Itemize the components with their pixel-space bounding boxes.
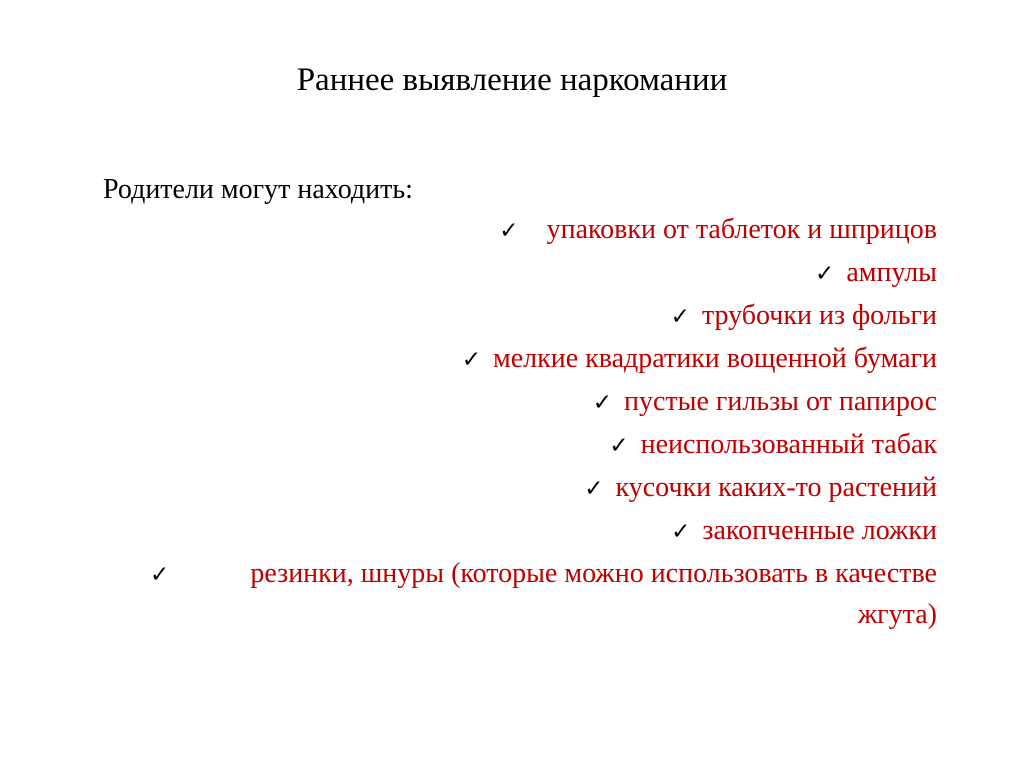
checkmark-icon: ✓ [609, 433, 629, 459]
checkmark-icon: ✓ [461, 347, 482, 373]
list-item-text: трубочки из фольги [701, 300, 937, 331]
checkmark-icon: ✓ [584, 476, 604, 502]
list-item [150, 467, 937, 510]
list-item-text: мелкие квадратики вощенной бумаги [493, 343, 937, 374]
list-item [150, 424, 937, 467]
list-item [150, 209, 937, 252]
list-item [150, 381, 937, 424]
list-item-text: упаковки от таблеток и шприцов [546, 214, 937, 245]
list-item-text: закопченные ложки [702, 515, 937, 546]
list-item [150, 338, 937, 381]
intro-text: Родители могут находить: [103, 174, 413, 205]
checkmark-icon: ✓ [671, 519, 691, 545]
slide-title: Раннее выявление наркомании [296, 62, 728, 98]
list-item-text: резинки, шнуры (которые можно использовать в качестве жгута) [250, 558, 937, 630]
list-item [150, 295, 937, 338]
list-item [150, 510, 937, 553]
checkmark-icon: ✓ [499, 218, 519, 244]
checkmark-icon: ✓ [150, 562, 170, 588]
list-item-text: ампулы [846, 257, 937, 288]
checkmark-icon: ✓ [592, 390, 613, 416]
findings-list [150, 209, 937, 635]
checkmark-icon: ✓ [670, 304, 690, 330]
checkmark-icon: ✓ [815, 261, 835, 287]
list-item-text: кусочки каких-то растений [615, 472, 937, 503]
list-item-text: неиспользованный табак [640, 429, 937, 460]
list-item-text: пустые гильзы от папирос [624, 386, 937, 417]
list-item [150, 252, 937, 295]
list-item [150, 553, 937, 635]
